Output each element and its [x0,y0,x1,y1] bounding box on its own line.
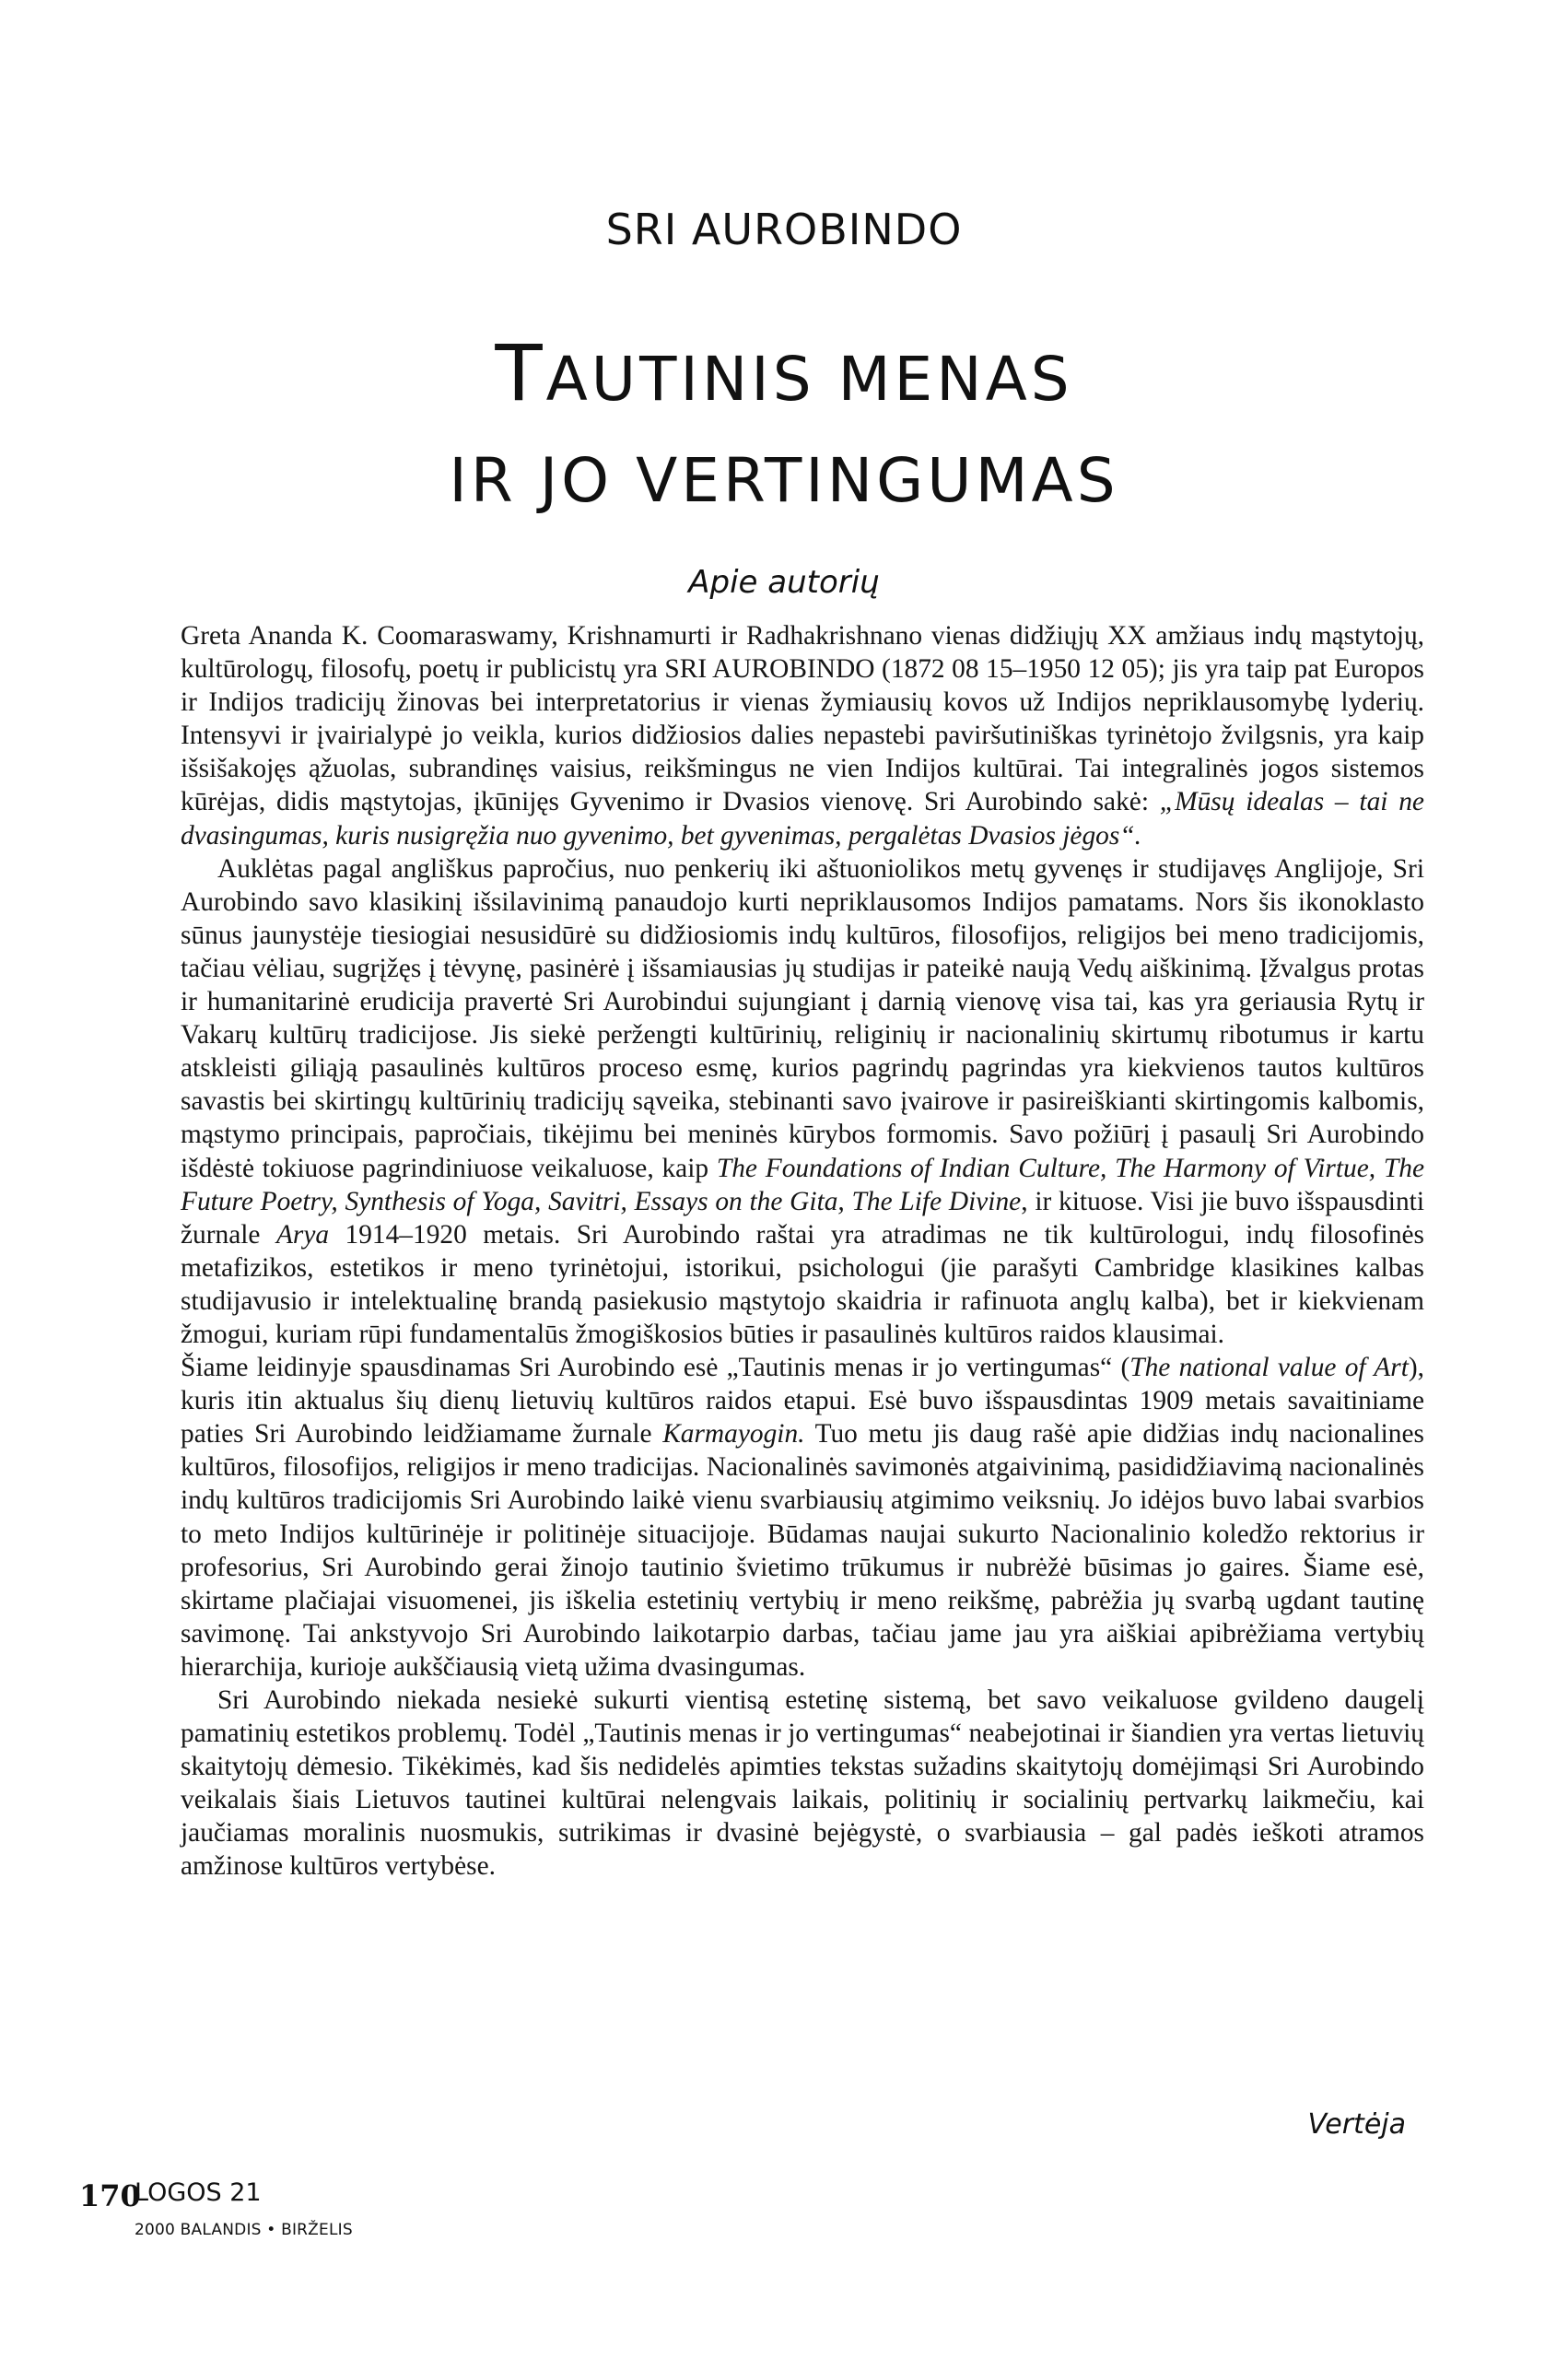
article-body [181,619,1424,1884]
article-title-line-1 [0,323,1568,430]
article-title-line-2: IR JO VERTINGUMAS [449,445,1119,516]
paragraph-2-text-c: 1914–1920 metais. Sri Aurobindo raštai yra atradimas ne tik kultūrologui, indų filosofinės metafizikos, estetikos ir meno tyrinėtojui, istorikui, psichologui (jie parašyti Cambridge klasikines kalbas studijavusio ir intelektualinę brandą pasiekusio mąstytojo skaidria ir rafinuota anglų kalba), bet ir kiekvienam žmogui, kuriam rūpi fundamentalūs žmogiškosios būties ir pasaulinės kultūros raidos klausimai. [181,1219,1424,1349]
paragraph-3-text-a: Šiame leidinyje spausdinamas Sri Aurobindo esė „Tautinis menas ir jo vertingumas“ ( [181,1353,1130,1383]
paragraph-3-text-c: Tuo metu jis daug rašė apie didžias indų nacionalines kultūros, filosofijos, religijos ir meno tradicijas. Nacionalinės savimonės atgaivinimą, pasididžiavimą nacionalinės indų kultūros tradicijomis Sri Aurobindo laikė vienu svarbiausių atgimimo veiksnių. Jo idėjos buvo labai svarbios to meto Indijos kultūrinėje ir politinėje situacijoje. Būdamas naujai sukurto Nacionalinio koledžo rektorius ir profesorius, Sri Aurobindo gerai žinojo tautinio švietimo trūkumus ir nubrėžė būsimas jo gaires. Šiame esė, skirtame plačiajai visuomenei, jis iškelia estetinių vertybių ir meno reikšmę, pabrėžia jų svarbą ugdant tautinę savimonę. Tai ankstyvojo Sri Aurobindo laikotarpio darbas, tačiau jame jau yra aiškiai apibrėžiama vertybių hierarchija, kurioje aukščiausią vietą užima dvasingumas. [181,1419,1424,1682]
journal-issue: 2000 BALANDIS • BIRŽELIS [135,2221,353,2239]
title-line-1-rest: AUTINIS MENAS [545,344,1073,415]
paragraph-2-text-b: , ir kituose. Visi jie buvo išspausdinti žurnale [181,1186,1424,1250]
journal-karmayogin: Karmayogin. [662,1419,805,1449]
title-initial-capital: T [495,328,546,418]
paragraph-1 [181,619,1424,852]
section-title: Apie autorių [688,564,880,601]
paragraph-2 [181,852,1424,1351]
page-number: 170 [79,2178,141,2213]
journal-arya: Arya [275,1219,330,1250]
paragraph-1-text: Greta Ananda K. Coomaraswamy, Krishnamurti ir Radhakrishnano vienas didžiųjų XX amžiaus indų mąstytojų, kultūrologų, filosofų, poetų ir publicistų yra SRI AUROBINDO (1872 08 15–1950 12 05); jis yra taip pat Europos ir Indijos tradicijų žinovas bei interpretatorius ir vienas žymiausių kovos už Indijos nepriklausomybę lyderių. Intensyvi ir įvairialypė jo veikla, kurios didžiosios dalies nepastebi paviršutiniškas tyrinėtojo žvilgsnis, yra kaip išsišakojęs ąžuolas, subrandinęs vaisius, reikšmingus ne vien Indijos kultūrai. Tai integralinės jogos sistemos kūrėjas, didis mąstytojas, įkūnijęs Gyvenimo ir Dvasios vienovę. Sri Aurobindo sakė: [181,621,1424,817]
paragraph-3-text-b: ), kuris itin aktualus šių dienų lietuvių kultūros raidos etapui. Esė buvo išspausdintas 1909 metais savaitiniame paties Sri Aurobindo leidžiamame žurnale [181,1353,1424,1449]
paragraph-4: Sri Aurobindo niekada nesiekė sukurti vientisą estetinę sistemą, bet savo veikaluose gvildeno daugelį pamatinių estetikos problemų. Todėl „Tautinis menas ir jo vertingumas“ neabejotinai ir šiandien yra vertas lietuvių skaitytojų dėmesio. Tikėkimės, kad šis nedidelės apimties tekstas sužadins skaitytojų domėjimąsi Sri Aurobindo veikalais šiais Lietuvos tautinei kultūrai nelengvais laikais, politinių ir socialinių pertvarkų laikmečiu, kai jaučiamas moralinis nuosmukis, sutrikimas ir dvasinė bejėgystė, o svarbiausia – gal padės ieškoti atramos amžinose kultūros vertybėse. [181,1685,1424,1882]
english-title: The national value of Art [1129,1353,1409,1383]
journal-name: LOGOS 21 [135,2178,262,2207]
author-name: SRI AUROBINDO [605,205,963,254]
works-list: The Foundations of Indian Culture, The Harmony of Virtue, The Future Poetry, Synthesis of Yoga, Savitri, Essays on the Gita, The Life Divine [181,1153,1424,1216]
paragraph-2-text-a: Auklėtas pagal angliškus papročius, nuo penkerių iki aštuoniolikos metų gyvenęs ir studijavęs Anglijoje, Sri Aurobindo savo klasikinį išsilavinimą panaudojo kurti nepriklausomos Indijos pamatams. Nors šis ikonoklasto sūnus jaunystėje tiesiogiai nesusidūrė su didžiosiomis indų kultūros, filosofijos, religijos bei meno tradicijomis, tačiau vėliau, sugrįžęs į tėvynę, pasinėrė į išsamiausias jų studijas ir pateikė naują Vedų aiškinimą. Įžvalgus protas ir humanitarinė erudicija pravertė Sri Aurobindui sujungiant į darnią vienovę visa tai, kas yra geriausia Rytų ir Vakarų kultūrų tradicijose. Jis siekė peržengti kultūrinių, religinių ir nacionalinių skirtumų ribotumus ir kartu atskleisti giliąją pasaulinės kultūros proceso esmę, kurios pagrindų pagrindas yra kiekvienos tautos kultūros savastis bei skirtingų kultūrinių tradicijų sąveika, stebinanti savo įvairove ir pasireiškianti skirtingomis kalbomis, mąstymo principais, papročiais, tikėjimu bei meninės kūrybos formomis. Savo požiūrį į pasaulį Sri Aurobindo išdėstė tokiuose pagrindiniuose veikaluose, kaip [181,853,1424,1183]
translator-signature: Vertėja [1307,2108,1406,2141]
aurobindo-quote: „Mūsų idealas – tai ne dvasingumas, kuris nusigręžia nuo gyvenimo, bet gyvenimas, pergalėtas Dvasios jėgos“. [181,787,1424,851]
article-title [0,323,1568,532]
paragraph-3 [181,1351,1424,1684]
